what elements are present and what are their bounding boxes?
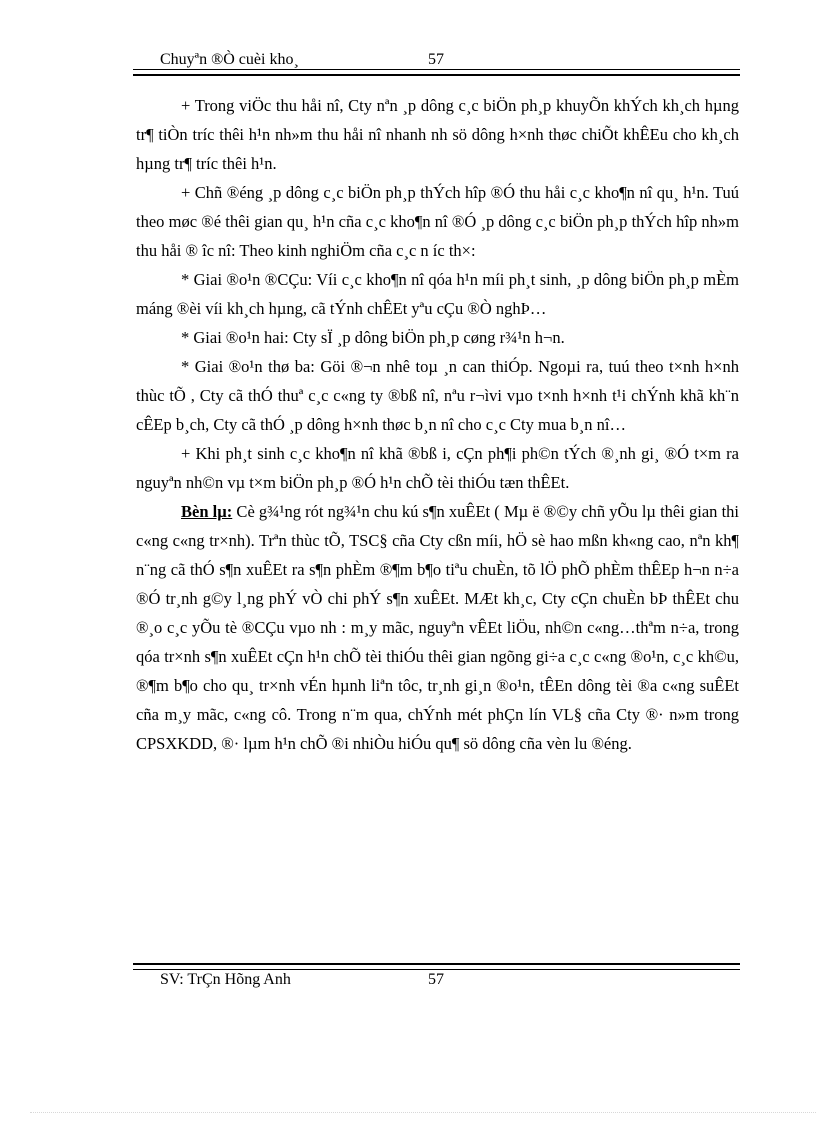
paragraph-text: Cè g¾¹ng rót ng¾¹n chu kú s¶n xuÊEt ( Mµ ë ®©y chñ yÕu lµ thêi gian thi c«ng c«ng tr×nh). Trªn thùc tÕ, TSC§ cña Cty cßn míi, hÖ sè hao mßn kh«ng cao, nªn kh¶ n¨ng cã thÓ s¶n xuÊEt ra s¶n phÈm ®¶m b¶o tiªu chuÈn, tõ lÖ phÕ phÈm thÊEp h¬n n÷a ®Ó tr¸nh g©y l¸ng phÝ vÒ chi phÝ s¶n xuÊEt. MÆt kh¸c, Cty cÇn chuÈn bÞ thÊEt chu ®¸o c¸c yÕu tè ®CÇu vµo nh : m¸y mãc, nguyªn vÊEt liÖu, nh©n c«ng…thªm n÷a, trong qóa tr×nh s¶n xuÊEt cÇn h¹n chÕ tèi thiÓu thêi gian ngõng gi÷a c¸c c«ng ®o¹n, c¸c kh©u, ®¶m b¶o cho qu¸ tr×nh vÉn hµnh liªn tôc, tr¸nh gi¸n ®o¹n, tÊEn dông tèi ®a c«ng suÊEt cña m¸y mãc, c«ng cô. Trong n¨m qua, chÝnh mét phÇn lín VL§ cña Cty ®· n»m trong CPSXKDD, ®· lµm h¹n chÕ ®i nhiÒu hiÓu qu¶ sö dông cña vèn lu ®éng. xyxy=(136,502,740,753)
header-page-number: 57 xyxy=(428,51,444,68)
final-paragraph xyxy=(136,497,739,758)
paragraph: * Giai ®o¹n hai: Cty sÏ ¸p dông biÖn ph¸p cøng r¾¹n h¬n. xyxy=(181,328,565,347)
body-text xyxy=(136,91,739,758)
paragraph-lead: Bèn lµ: xyxy=(181,502,233,521)
footer-page-number: 57 xyxy=(428,971,444,988)
header-title: Chuyªn ®Ò cuèi kho¸ xyxy=(160,51,299,68)
header-rule xyxy=(133,69,740,76)
page-bottom-border xyxy=(30,1112,816,1113)
paragraph: + Trong viÖc thu håi nî, Cty nªn ¸p dông c¸c biÖn ph¸p khuyÕn khÝch kh¸ch hµng tr¶ tiÒn tríc thêi h¹n nh»m thu håi nî nhanh nh sö dông h×nh thøc chiÕt khÊEu cho kh¸ch hµng tr¶ tríc thêi h¹n. xyxy=(136,96,739,173)
footer-author: SV: TrÇn Hõng Anh xyxy=(160,971,291,988)
paragraph: * Giai ®o¹n thø ba: Göi ®¬n nhê toµ ¸n can thiÓp. Ngoµi ra, tuú theo t×nh h×nh thùc tÕ , Cty cã thÓ thuª c¸c c«ng ty ®bß nî, nªu r¬ìvi vµo t×nh h×nh t¹i chÝnh khã kh¨n cÊEp b¸ch, Cty cã thÓ ¸p dông h×nh thøc b¸n nî cho c¸c Cty mua b¸n nî… xyxy=(136,357,739,434)
paragraph: + Chñ ®éng ¸p dông c¸c biÖn ph¸p thÝch hîp ®Ó thu håi c¸c kho¶n nî qu¸ h¹n. Tuú theo møc ®é thêi gian qu¸ h¹n cña c¸c kho¶n nî ®Ó ¸p dông c¸c biÖn ph¸p thÝch hîp nh»m thu håi ® îc nî: Theo kinh nghiÖm cña c¸c n íc th×: xyxy=(136,183,739,260)
page-footer xyxy=(133,968,740,994)
paragraph: * Giai ®o¹n ®CÇu: Víi c¸c kho¶n nî qóa h¹n míi ph¸t sinh, ¸p dông biÖn ph¸p mÈm máng ®èi víi kh¸ch hµng, cã tÝnh chÊEt yªu cÇu ®Ò nghÞ… xyxy=(136,270,739,318)
paragraph: + Khi ph¸t sinh c¸c kho¶n nî khã ®bß i, cÇn ph¶i ph©n tÝch ®¸nh gi¸ ®Ó t×m ra nguyªn nh©n vµ t×m biÖn ph¸p ®Ó h¹n chÕ tèi thiÓu tæn thÊEt. xyxy=(136,444,739,492)
